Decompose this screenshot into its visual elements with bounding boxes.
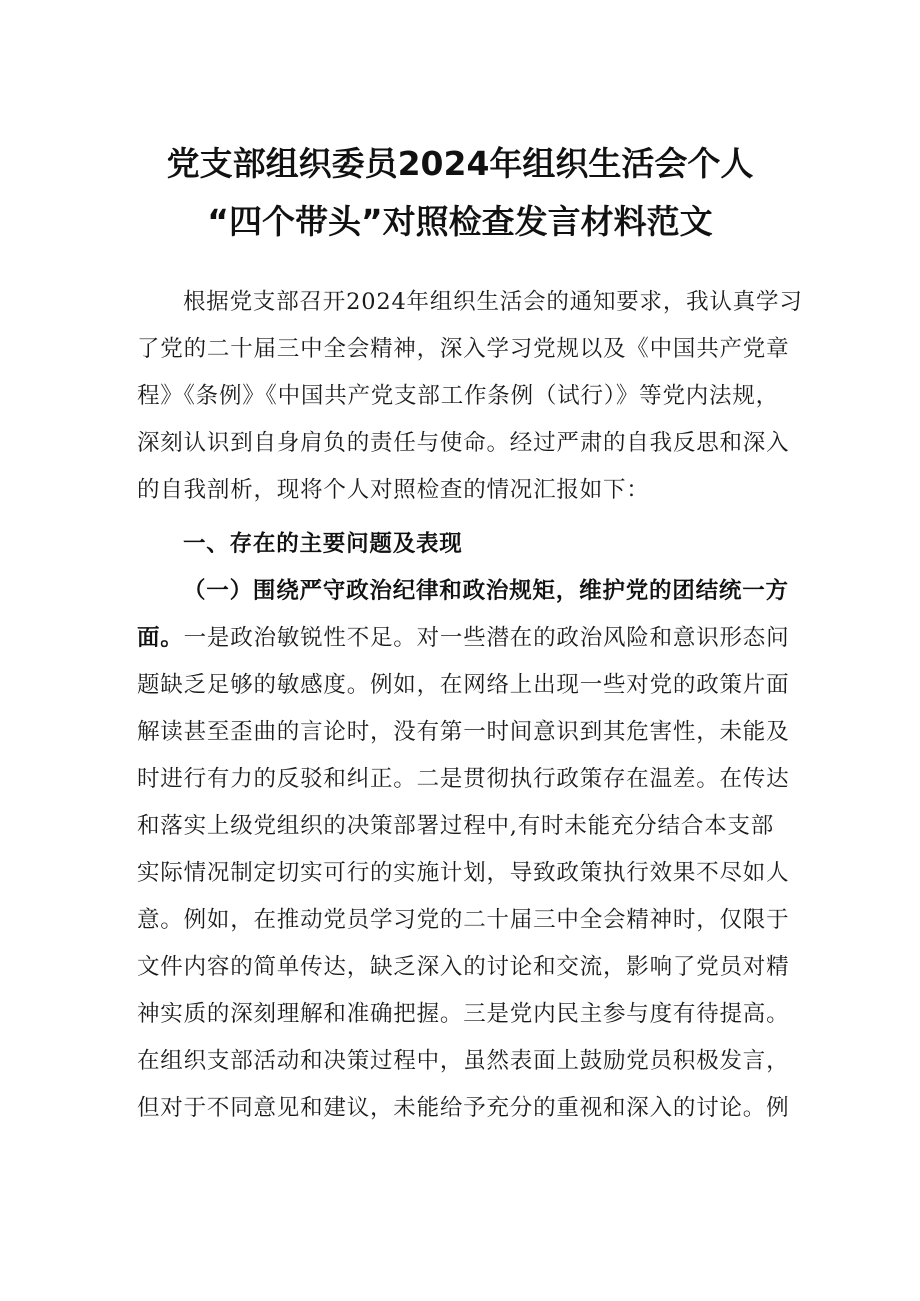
- intro-line: 了党的二十届三中全会精神，深入学习党规以及《中国共产党章: [137, 336, 790, 362]
- body-line: 神实质的深刻理解和准确把握。三是党内民主参与度有待提高。: [137, 1001, 790, 1027]
- body-line: 和落实上级党组织的决策部署过程中,有时未能充分结合本支部: [137, 813, 775, 839]
- subsection-text: 一是政治敏锐性不足。对一些潜在的政治风险和意识形态问: [183, 625, 790, 651]
- intro-line: 根据党支部召开2024年组织生活会的通知要求，我认真学习: [183, 289, 803, 315]
- intro-line: 程》《条例》《中国共产党支部工作条例（试行）》等党内法规，: [137, 383, 779, 409]
- body-line: 在组织支部活动和决策过程中，虽然表面上鼓励党员积极发言，: [137, 1048, 790, 1074]
- subsection-heading: （一）围绕严守政治纪律和政治规矩，维护党的团结统一方: [183, 578, 789, 604]
- intro-line: 深刻认识到自身肩负的责任与使命。经过严肃的自我反思和深入: [137, 430, 790, 456]
- document-title-line-2: “四个带头”对照检查发言材料范文: [207, 202, 713, 241]
- subsection-heading-end: 面。: [137, 625, 184, 651]
- body-line: 但对于不同意见和建议，未能给予充分的重视和深入的讨论。例: [137, 1095, 790, 1121]
- body-line: 文件内容的简单传达，缺乏深入的讨论和交流，影响了党员对精: [137, 954, 790, 980]
- section-heading: 一、存在的主要问题及表现: [183, 531, 463, 557]
- body-line: 意。例如，在推动党员学习党的二十届三中全会精神时，仅限于: [137, 907, 790, 933]
- body-line: 实际情况制定切实可行的实施计划，导致政策执行效果不尽如人: [137, 860, 790, 886]
- body-line: 解读甚至歪曲的言论时，没有第一时间意识到其危害性，未能及: [137, 719, 790, 745]
- body-line: 时进行有力的反驳和纠正。二是贯彻执行政策存在温差。在传达: [137, 766, 790, 792]
- intro-line: 的自我剖析，现将个人对照检查的情况汇报如下：: [137, 477, 650, 503]
- subsection-first-line: [137, 615, 789, 662]
- body-line: 题缺乏足够的敏感度。例如，在网络上出现一些对党的政策片面: [137, 672, 790, 698]
- document-title-line-1: 党支部组织委员2024年组织生活会个人: [166, 144, 754, 183]
